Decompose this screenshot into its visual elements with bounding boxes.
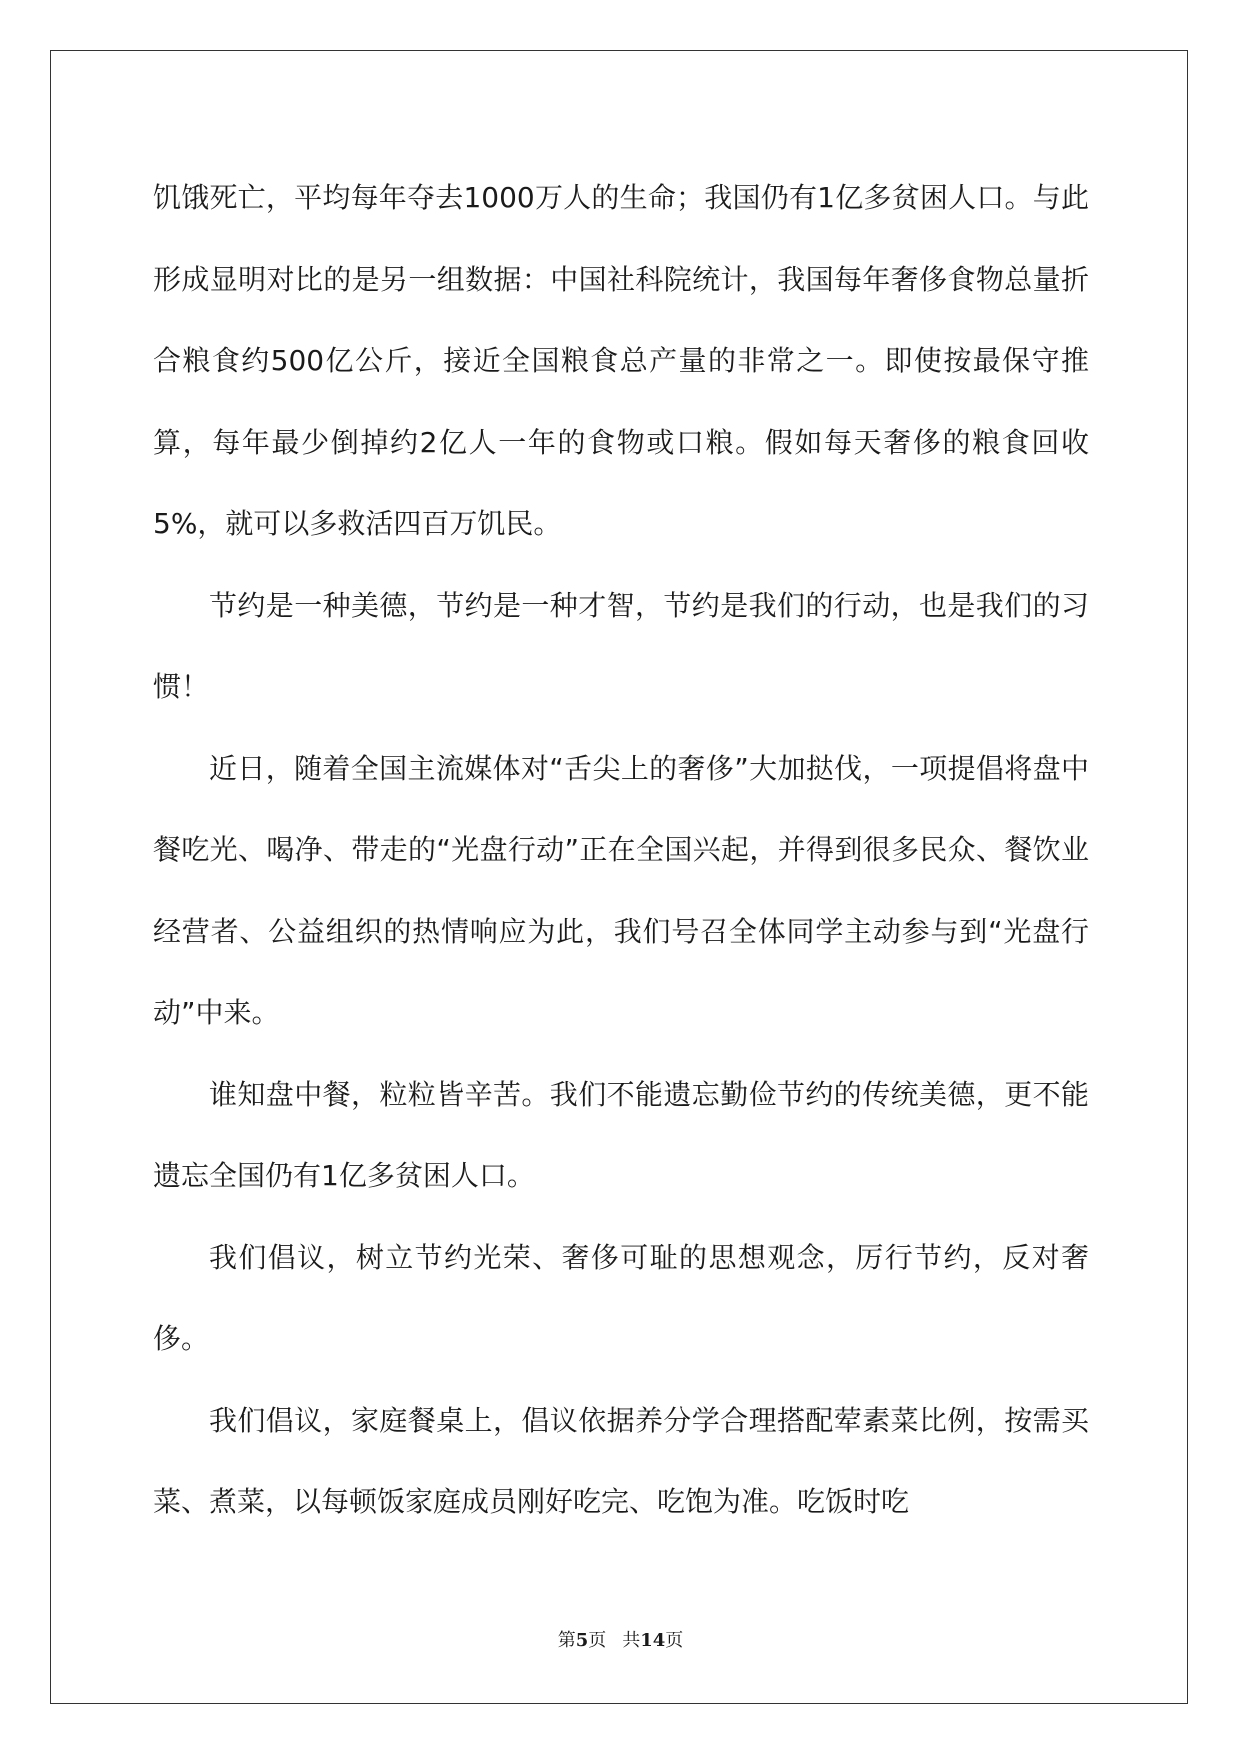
paragraph-5: 我们倡议，树立节约光荣、奢侈可耻的思想观念，厉行节约，反对奢侈。: [153, 1240, 1089, 1355]
paragraph-1: 饥饿死亡，平均每年夺去1000万人的生命；我国仍有1亿多贫困人口。与此形成显明对比的是另一组数据：中国社科院统计，我国每年奢侈食物总量折合粮食约500亿公斤，接近全国粮食总产量的非常之一。即使按最保守推算，每年最少倒掉约2亿人一年的食物或口粮。假如每天奢侈的粮食回收5%，就可以多救活四百万饥民。: [153, 181, 1089, 540]
total-prefix: 共: [622, 1630, 641, 1651]
document-body: [153, 157, 1089, 1543]
paragraph-6: 我们倡议，家庭餐桌上，倡议依据养分学合理搭配荤素菜比例，按需买菜、煮菜，以每顿饭家庭成员刚好吃完、吃饱为准。吃饭时吃: [153, 1403, 1089, 1518]
paragraph-2: 节约是一种美德，节约是一种才智，节约是我们的行动，也是我们的习惯！: [153, 588, 1089, 703]
page-current: 5: [575, 1630, 589, 1651]
page-prefix: 第: [557, 1630, 576, 1651]
page-unit: 页: [588, 1630, 607, 1651]
paragraph-4: 谁知盘中餐，粒粒皆辛苦。我们不能遗忘勤俭节约的传统美德，更不能遗忘全国仍有1亿多贫困人口。: [153, 1077, 1089, 1192]
paragraph-3: 近日，随着全国主流媒体对“舌尖上的奢侈”大加挞伐，一项提倡将盘中餐吃光、喝净、带走的“光盘行动”正在全国兴起，并得到很多民众、餐饮业经营者、公益组织的热情响应为此，我们号召全体同学主动参与到“光盘行动”中来。: [153, 751, 1089, 1029]
total-unit: 页: [665, 1630, 684, 1651]
page-total: 14: [640, 1630, 666, 1651]
page-footer: [0, 1626, 1241, 1652]
